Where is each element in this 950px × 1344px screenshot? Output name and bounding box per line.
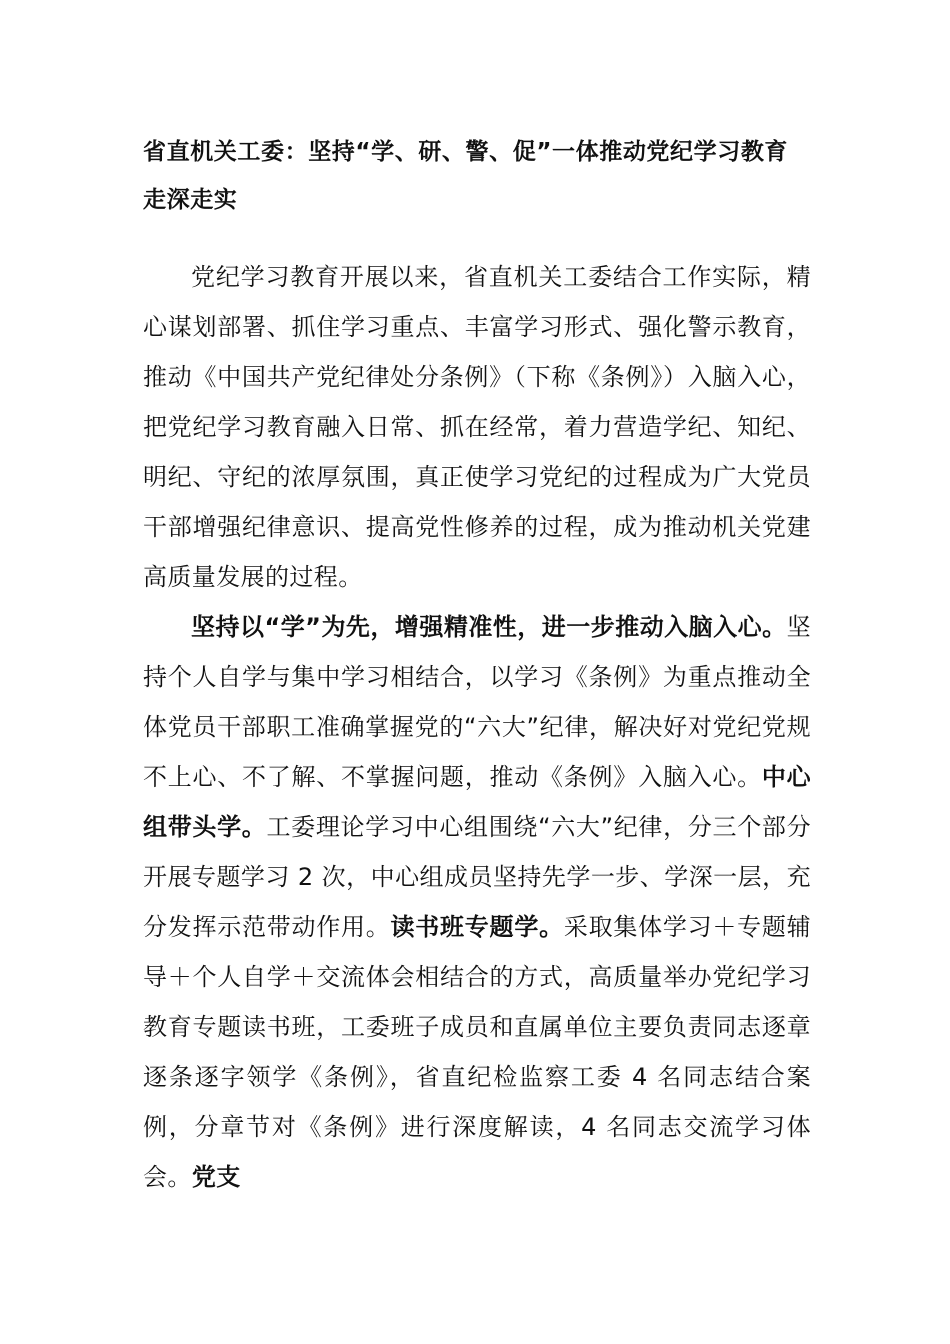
subheading-party-branch: 党支 xyxy=(191,1163,241,1191)
document-title: 省直机关工委：坚持“学、研、警、促”一体推动党纪学习教育走深走实 xyxy=(143,139,789,213)
subheading-central-group: 中心组带头学。 xyxy=(143,763,811,841)
section-heading: 坚持以“学”为先，增强精准性，进一步推动入脑入心。 xyxy=(191,613,787,641)
subheading-reading-class: 读书班专题学。 xyxy=(390,913,564,941)
section-text-2: 工委理论学习中心组围绕“六大”纪律，分三个部分开展专题学习 2 次，中心组成员坚持先学一步、学深一层，充分发挥示范带动作用。 xyxy=(143,813,811,941)
intro-paragraph: 党纪学习教育开展以来，省直机关工委结合工作实际，精心谋划部署、抓住学习重点、丰富学习形式、强化警示教育，推动《中国共产党纪律处分条例》（下称《条例》）入脑入心，把党纪学习教育融入日常、抓在经常，着力营造学纪、知纪、明纪、守纪的浓厚氛围，真正使学习党纪的过程成为广大党员干部增强纪律意识、提高党性修养的过程，成为推动机关党建高质量发展的过程。 xyxy=(143,263,811,591)
section-text-3: 采取集体学习＋专题辅导＋个人自学＋交流体会相结合的方式，高质量举办党纪学习教育专题读书班，工委班子成员和直属单位主要负责同志逐章逐条逐字领学《条例》，省直纪检监察工委 4 名同志结合案例，分章节对《条例》进行深度解读，4 名同志交流学习体会。 xyxy=(143,913,812,1191)
document-page xyxy=(143,128,811,1202)
section-paragraph xyxy=(143,602,811,1202)
section-text-1: 坚持个人自学与集中学习相结合，以学习《条例》为重点推动全体党员干部职工准确掌握党的“六大”纪律，解决好对党纪党规不上心、不了解、不掌握问题，推动《条例》入脑入心。 xyxy=(143,613,811,791)
